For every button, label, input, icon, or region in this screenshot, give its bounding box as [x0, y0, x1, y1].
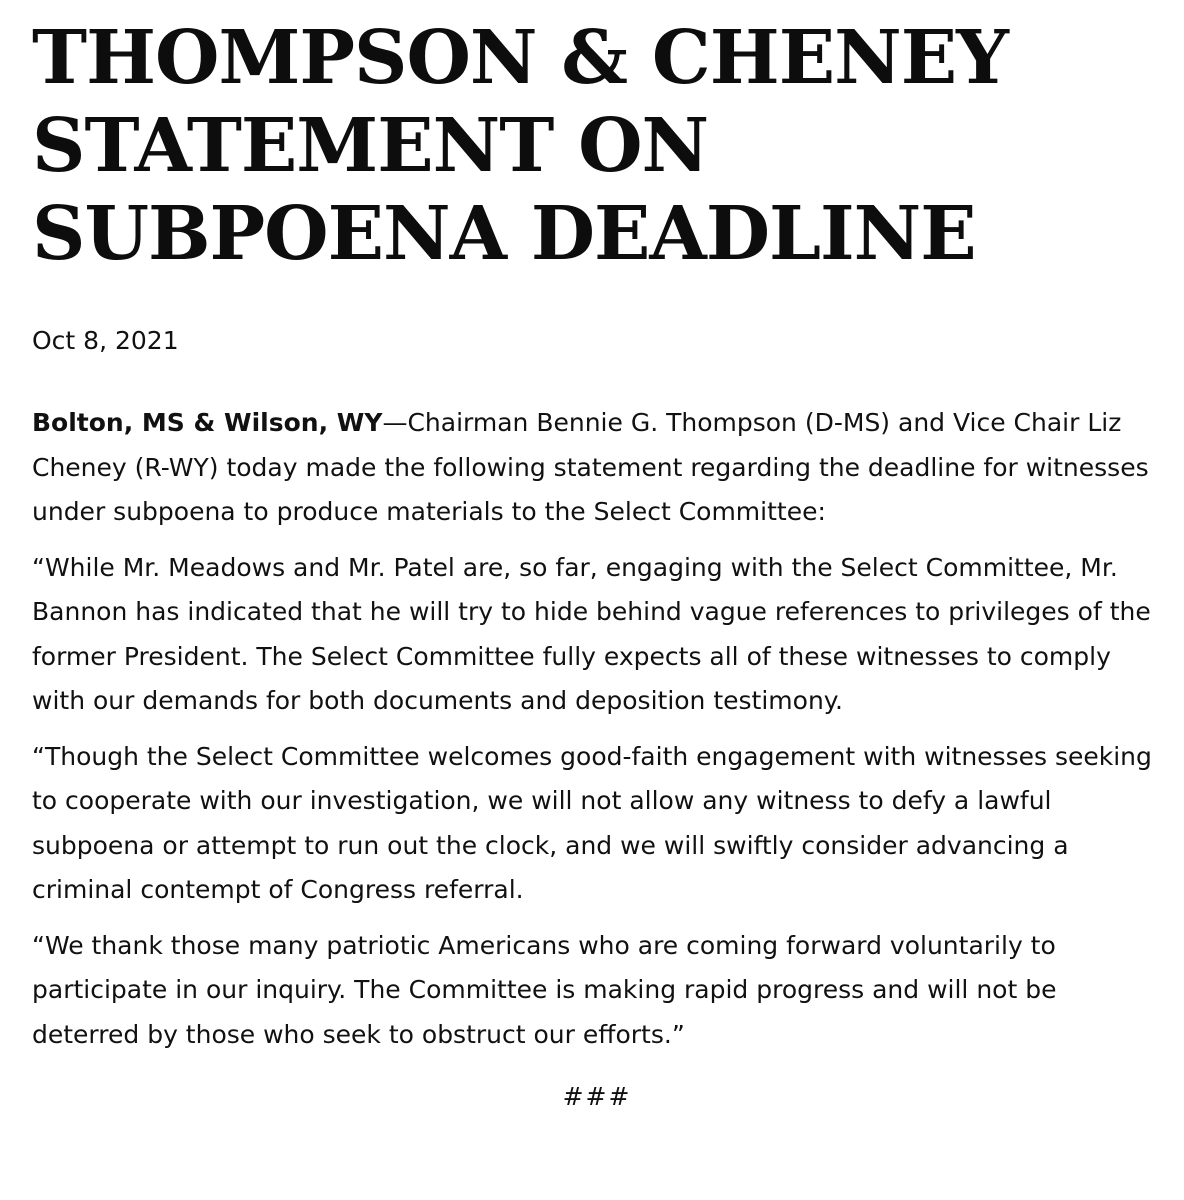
statement-paragraph-1: “While Mr. Meadows and Mr. Patel are, so far, engaging with the Select Committee, Mr. Bannon has indicated that he will try to hide behind vague references to privileges of the former President. The Select Committee fully expects all of these witnesses to comply with our demands for both documents and deposition testimony.	[32, 552, 1151, 715]
page-title	[32, 0, 1162, 278]
title-line-1: THOMPSON & CHENEY	[32, 15, 1008, 101]
statement-paragraph-2: “Though the Select Committee welcomes good-faith engagement with witnesses seeking to cooperate with our investigation, we will not allow any witness to defy a lawful subpoena or attempt to run out the clock, and we will swiftly consider advancing a criminal contempt of Congress referral.	[32, 741, 1152, 904]
publish-date: Oct 8, 2021	[32, 326, 179, 355]
statement-paragraph-3: “We thank those many patriotic Americans who are coming forward voluntarily to participate in our inquiry. The Committee is making rapid progress and will not be deterred by those who seek to obstruct our efforts.”	[32, 930, 1057, 1049]
intro-paragraph	[32, 401, 1162, 535]
end-mark: ###	[562, 1082, 632, 1111]
intro-text: —Chairman Bennie G. Thompson (D-MS) and Vice Chair Liz Cheney (R-WY) today made the following statement regarding the deadline for witnesses under subpoena to produce materials to the Select Committee:	[32, 408, 1149, 526]
title-line-2: STATEMENT ON	[32, 103, 709, 189]
title-line-3: SUBPOENA DEADLINE	[32, 191, 976, 277]
dateline: Bolton, MS & Wilson, WY	[32, 408, 383, 437]
press-release	[32, 0, 1162, 1119]
